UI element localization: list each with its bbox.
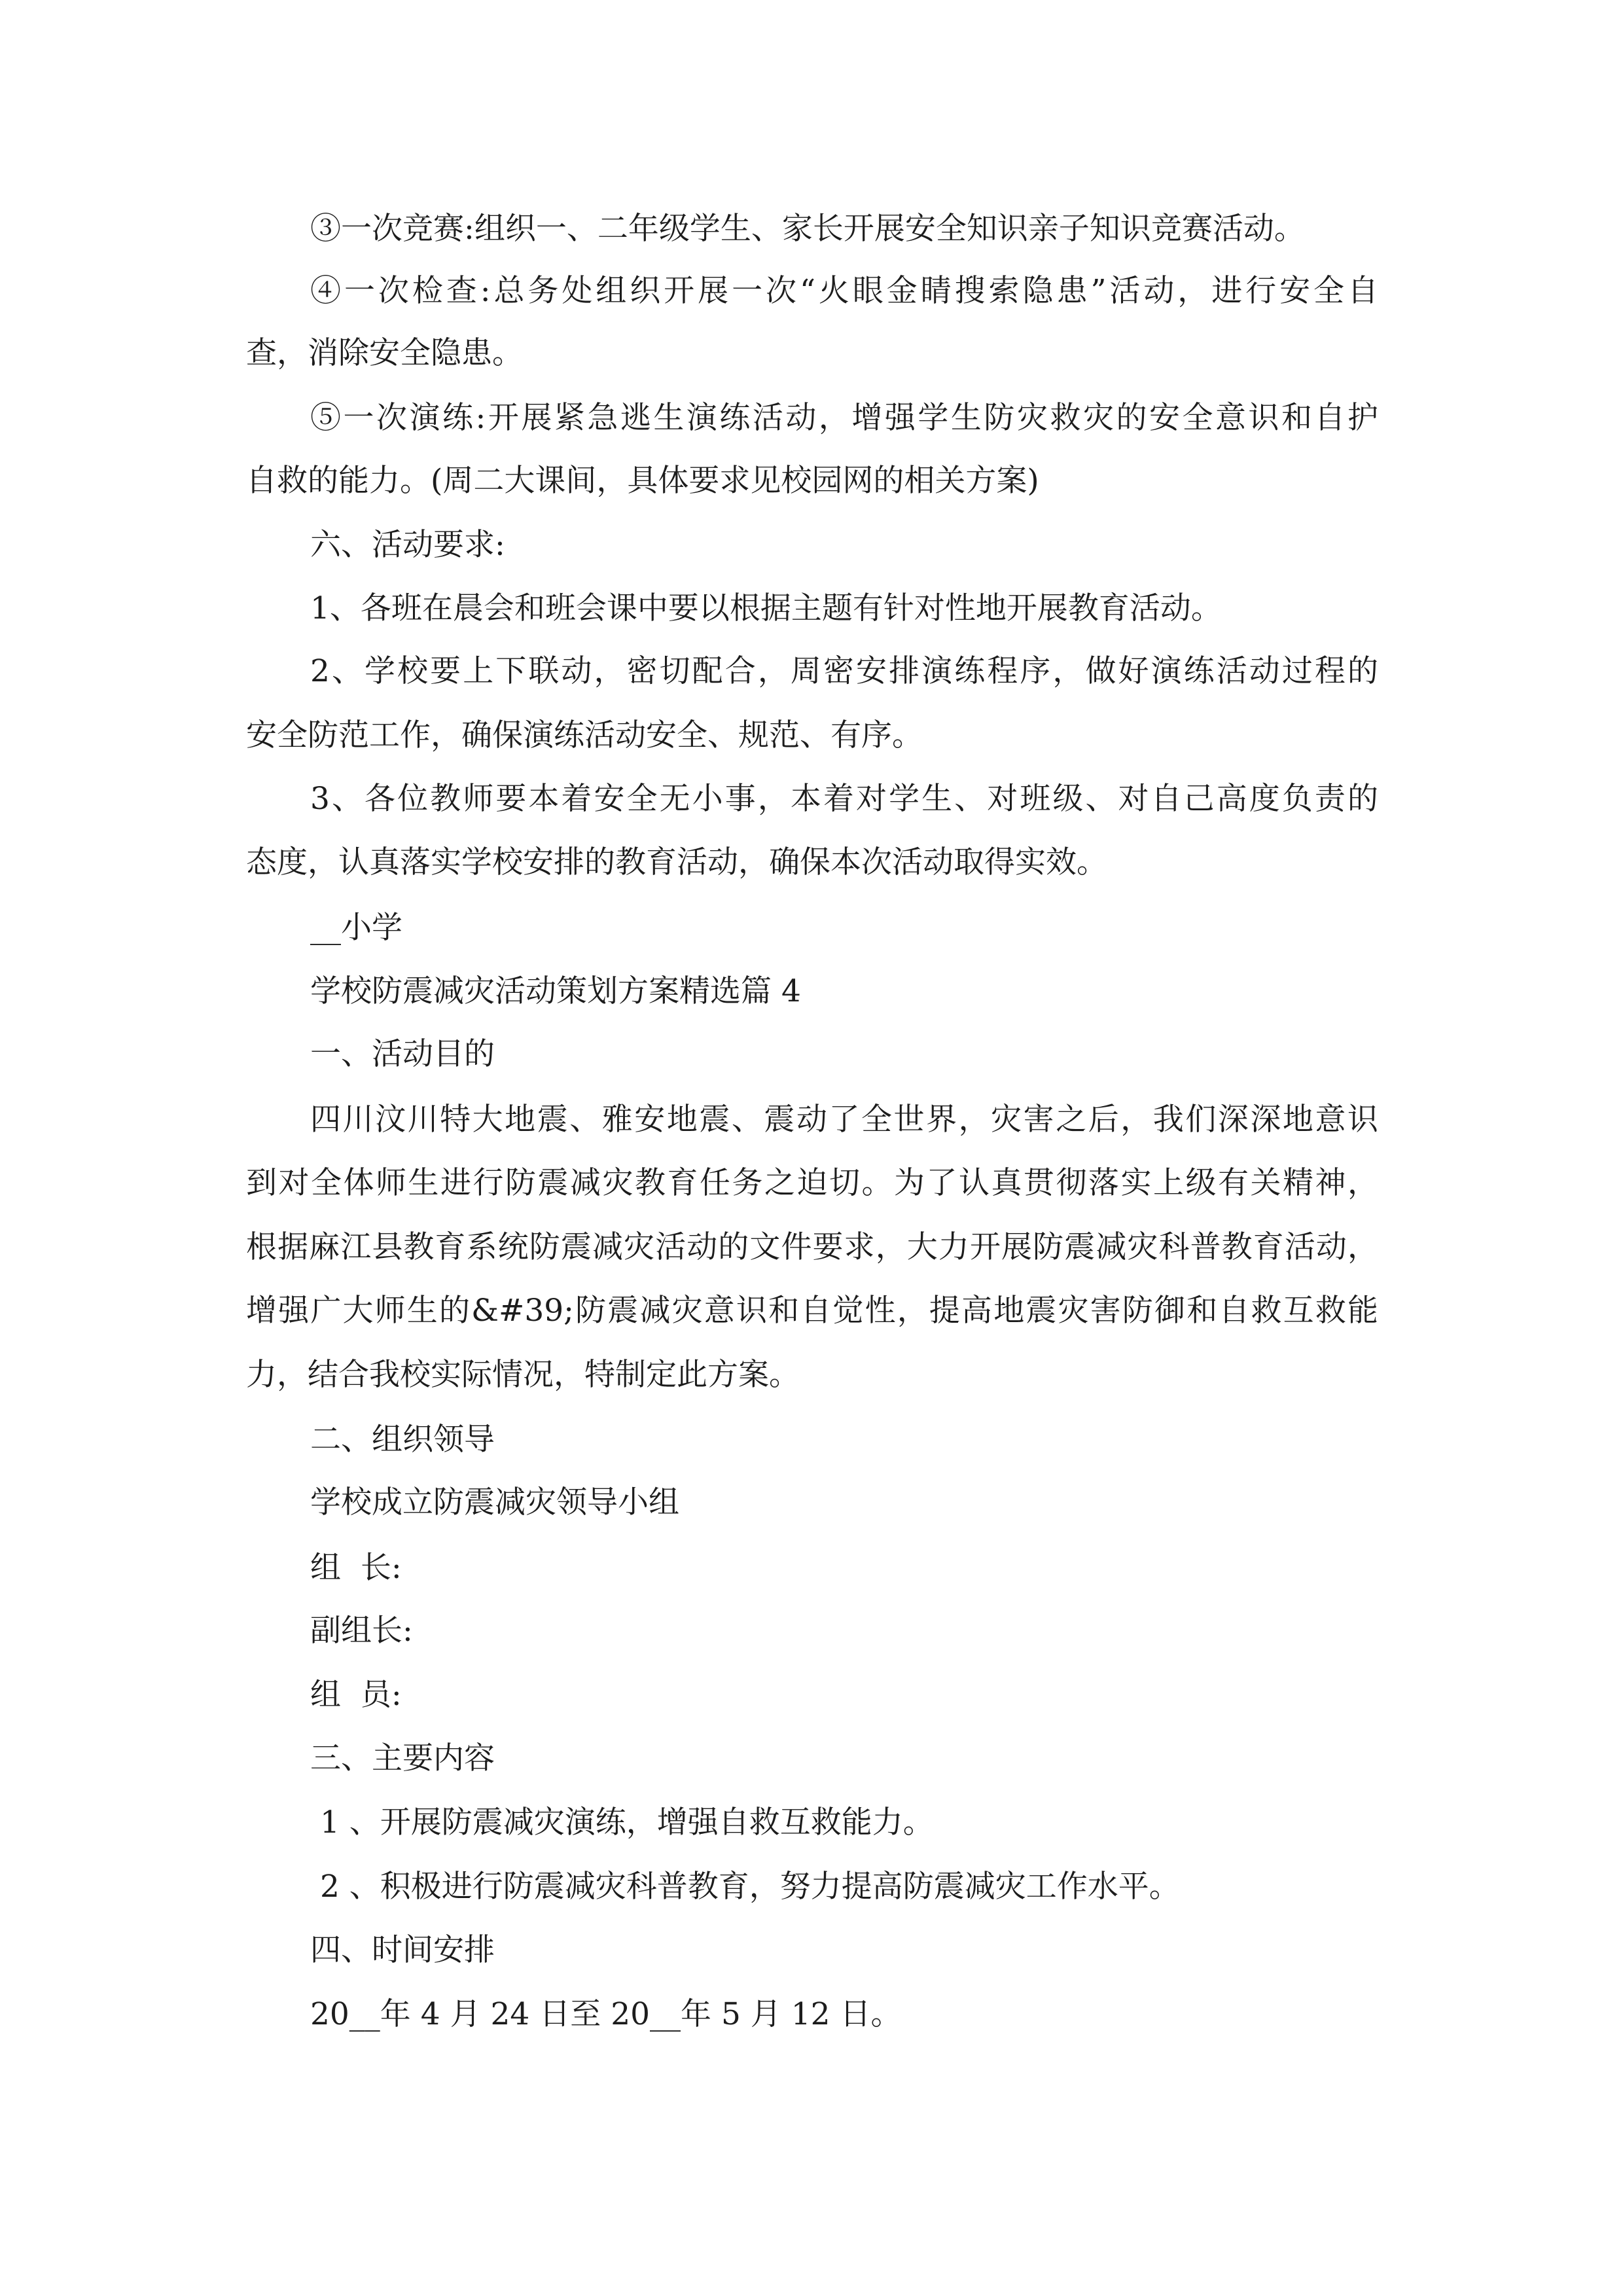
text-line: 副组长: (310, 1613, 413, 1649)
school-name: __小学 (310, 910, 402, 946)
text-line: 2、学校要上下联动，密切配合，周密安排演练程序，做好演练活动过程的 (310, 653, 1378, 689)
section-heading: 六、活动要求: (310, 527, 505, 563)
text-line: 安全防范工作，确保演练活动安全、规范、有序。 (246, 717, 923, 753)
section-heading: 三、主要内容 (310, 1740, 495, 1776)
text-line: 态度，认真落实学校安排的教育活动，确保本次活动取得实效。 (246, 844, 1107, 880)
text-line: 增强广大师生的&#39;防震减灾意识和自觉性，提高地震灾害防御和自救互救能 (246, 1293, 1378, 1329)
text-line: 根据麻江县教育系统防震减灾活动的文件要求，大力开展防震减灾科普教育活动， (246, 1229, 1378, 1265)
text-line: 四川汶川特大地震、雅安地震、震动了全世界，灾害之后，我们深深地意识 (310, 1102, 1378, 1138)
text-line: 自救的能力。(周二大课间，具体要求见校园网的相关方案) (246, 463, 1039, 499)
text-line: 学校成立防震减灾领导小组 (310, 1484, 679, 1520)
text-line: 2 、积极进行防震减灾科普教育，努力提高防震减灾工作水平。 (310, 1869, 1180, 1905)
text-line: 组 长: (310, 1550, 402, 1586)
section-title: 学校防震减灾活动策划方案精选篇 4 (310, 973, 801, 1009)
section-heading: 二、组织领导 (310, 1422, 495, 1458)
text-line: 查，消除安全隐患。 (246, 335, 523, 371)
text-line: 力，结合我校实际情况，特制定此方案。 (246, 1357, 800, 1393)
text-line: ④一次检查:总务处组织开展一次“火眼金睛搜索隐患”活动，进行安全自 (310, 273, 1378, 309)
text-line: 3、各位教师要本着安全无小事，本着对学生、对班级、对自己高度负责的 (310, 781, 1378, 817)
text-line: 1、各班在晨会和班会课中要以根据主题有针对性地开展教育活动。 (310, 590, 1222, 626)
text-line: 到对全体师生进行防震减灾教育任务之迫切。为了认真贯彻落实上级有关精神， (246, 1165, 1378, 1201)
text-line: ③一次竞赛:组织一、二年级学生、家长开展安全知识亲子知识竞赛活动。 (310, 211, 1305, 247)
section-heading: 一、活动目的 (310, 1036, 495, 1072)
text-line: 1 、开展防震减灾演练，增强自救互救能力。 (310, 1804, 934, 1840)
section-heading: 四、时间安排 (310, 1932, 495, 1968)
text-line: 组 员: (310, 1677, 402, 1713)
text-line: 20__年 4 月 24 日至 20__年 5 月 12 日。 (310, 1996, 902, 2032)
text-line: ⑤一次演练:开展紧急逃生演练活动，增强学生防灾救灾的安全意识和自护 (310, 400, 1378, 436)
